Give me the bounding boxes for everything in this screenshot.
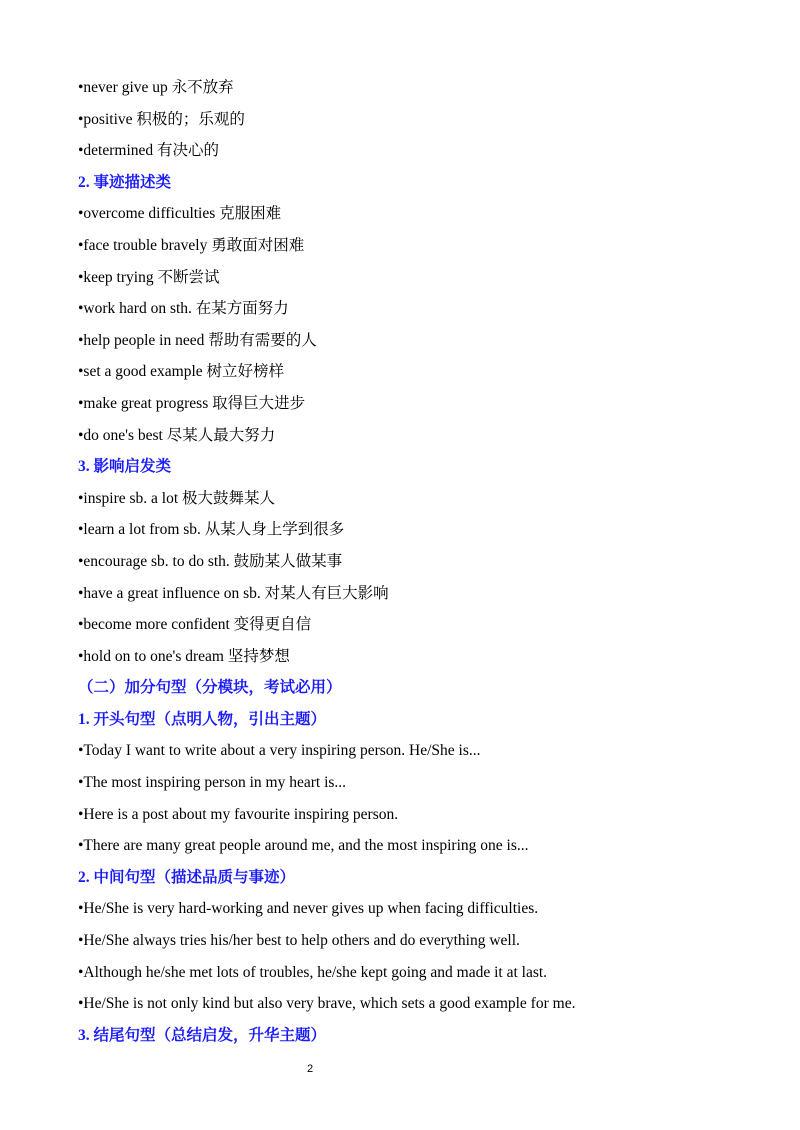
page-number: 2 [306, 1063, 314, 1075]
vocab-item: •positive 积极的；乐观的 [78, 110, 245, 128]
vocab-item: •learn a lot from sb. 从某人身上学到很多 [78, 521, 345, 539]
sentence-item: •Although he/she met lots of troubles, he/she kept going and made it at last. [78, 963, 548, 981]
sentence-item: •There are many great people around me, and the most inspiring one is... [78, 837, 529, 855]
section-heading: 3. 影响启发类 [78, 458, 172, 476]
vocab-item: •do one's best 尽某人最大努力 [78, 426, 276, 444]
vocab-item: •set a good example 树立好榜样 [78, 363, 285, 381]
sentence-item: •He/She is very hard-working and never gives up when facing difficulties. [78, 900, 539, 918]
vocab-item: •inspire sb. a lot 极大鼓舞某人 [78, 489, 276, 507]
vocab-item: •become more confident 变得更自信 [78, 616, 312, 634]
vocab-item: •make great progress 取得巨大进步 [78, 394, 306, 412]
sentence-item: •Here is a post about my favourite inspiring person. [78, 805, 399, 823]
vocab-item: •encourage sb. to do sth. 鼓励某人做某事 [78, 552, 343, 570]
sentence-item: •He/She is not only kind but also very brave, which sets a good example for me. [78, 995, 576, 1013]
vocab-item: •help people in need 帮助有需要的人 [78, 331, 317, 349]
section-heading: 3. 结尾句型（总结启发，升华主题） [78, 1026, 327, 1044]
vocab-item: •determined 有决心的 [78, 142, 220, 160]
sentence-item: •Today I want to write about a very inspiring person. He/She is... [78, 742, 481, 760]
vocab-item: •overcome difficulties 克服困难 [78, 205, 282, 223]
vocab-item: •work hard on sth. 在某方面努力 [78, 300, 289, 318]
document-page [78, 72, 758, 1051]
section-heading: 2. 中间句型（描述品质与事迹） [78, 868, 296, 886]
part-heading: （二）加分句型（分模块，考试必用） [78, 679, 342, 697]
vocab-item: •hold on to one's dream 坚持梦想 [78, 647, 290, 665]
section-heading: 2. 事迹描述类 [78, 173, 172, 191]
section-heading: 1. 开头句型（点明人物，引出主题） [78, 710, 327, 728]
vocab-item: •have a great influence on sb. 对某人有巨大影响 [78, 584, 389, 602]
vocab-item: •never give up 永不放弃 [78, 79, 234, 96]
sentence-item: •He/She always tries his/her best to help others and do everything well. [78, 932, 520, 950]
vocab-item: •keep trying 不断尝试 [78, 268, 220, 286]
vocab-item: •face trouble bravely 勇敢面对困难 [78, 236, 305, 254]
sentence-item: •The most inspiring person in my heart is... [78, 774, 347, 792]
